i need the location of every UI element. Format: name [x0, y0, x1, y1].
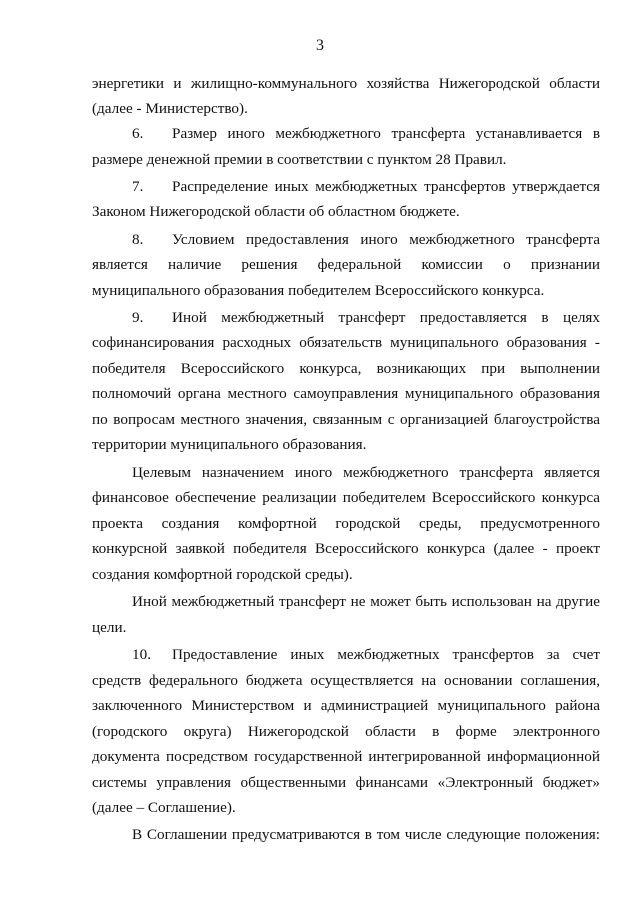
page-number: 3 [316, 37, 324, 54]
text-line: Законом Нижегородской области об областном бюджете. [92, 203, 460, 220]
paragraph-number: 9. [132, 309, 144, 326]
paragraph-start-line [132, 645, 600, 665]
text-line: Целевым назначением иного межбюджетного трансферта является [132, 464, 600, 481]
paragraph-number: 8. [132, 231, 144, 248]
text-line: (далее - Министерство). [92, 100, 248, 117]
text-line: документа посредством государственной интегрированной информационной [92, 748, 600, 765]
text-line: проекта создания комфортной городской среды, предусмотренного [92, 515, 600, 532]
paragraph-start-line [132, 124, 600, 144]
text-line: (городского округа) Нижегородской области в форме электронного [92, 723, 600, 740]
text-line: победителя Всероссийского конкурса, возникающих при выполнении [92, 360, 600, 377]
paragraph-start-line [132, 308, 600, 328]
text-line: размере денежной премии в соответствии с пунктом 28 Правил. [92, 151, 507, 168]
text-line: Иной межбюджетный трансферт не может быть использован на другие [132, 593, 600, 610]
text-line: по вопросам местного значения, связанным с организацией благоустройства [92, 411, 600, 428]
text-span: Предоставление иных межбюджетных трансфертов за счет [172, 646, 600, 663]
text-line: полномочий органа местного самоуправления муниципального образования [92, 385, 600, 402]
paragraph-number: 6. [132, 125, 144, 142]
text-span: Распределение иных межбюджетных трансфертов утверждается [172, 178, 600, 195]
text-line: конкурсной заявкой победителя Всероссийского конкурса (далее - проект [92, 540, 600, 557]
text-line: средств федерального бюджета осуществляется на основании соглашения, [92, 672, 600, 689]
text-line: заключенного Министерством и администрацией муниципального района [92, 697, 600, 714]
text-span: Условием предоставления иного межбюджетного трансферта [172, 231, 600, 248]
paragraph-number: 7. [132, 178, 144, 195]
paragraph-start-line [132, 230, 600, 250]
text-line: муниципального образования победителем Всероссийского конкурса. [92, 282, 545, 299]
text-line: территории муниципального образования. [92, 436, 367, 453]
paragraph-number: 10. [132, 646, 151, 663]
text-line: цели. [92, 619, 127, 636]
text-line: В Соглашении предусматриваются в том числе следующие положения: [132, 826, 600, 843]
text-line: является наличие решения федеральной комиссии о признании [92, 256, 600, 273]
text-line: финансовое обеспечение реализации победителем Всероссийского конкурса [92, 489, 600, 506]
text-line: софинансирования расходных обязательств муниципального образования - [92, 334, 600, 351]
text-line: создания комфортной городской среды). [92, 566, 353, 583]
text-span: Иной межбюджетный трансферт предоставляется в целях [172, 309, 600, 326]
text-span: Размер иного межбюджетного трансферта устанавливается в [172, 125, 600, 142]
paragraph-start-line [132, 177, 600, 197]
text-line: (далее – Соглашение). [92, 799, 236, 816]
text-line: энергетики и жилищно-коммунального хозяйства Нижегородской области [92, 75, 600, 92]
text-line: системы управления общественными финансами «Электронный бюджет» [92, 774, 600, 791]
